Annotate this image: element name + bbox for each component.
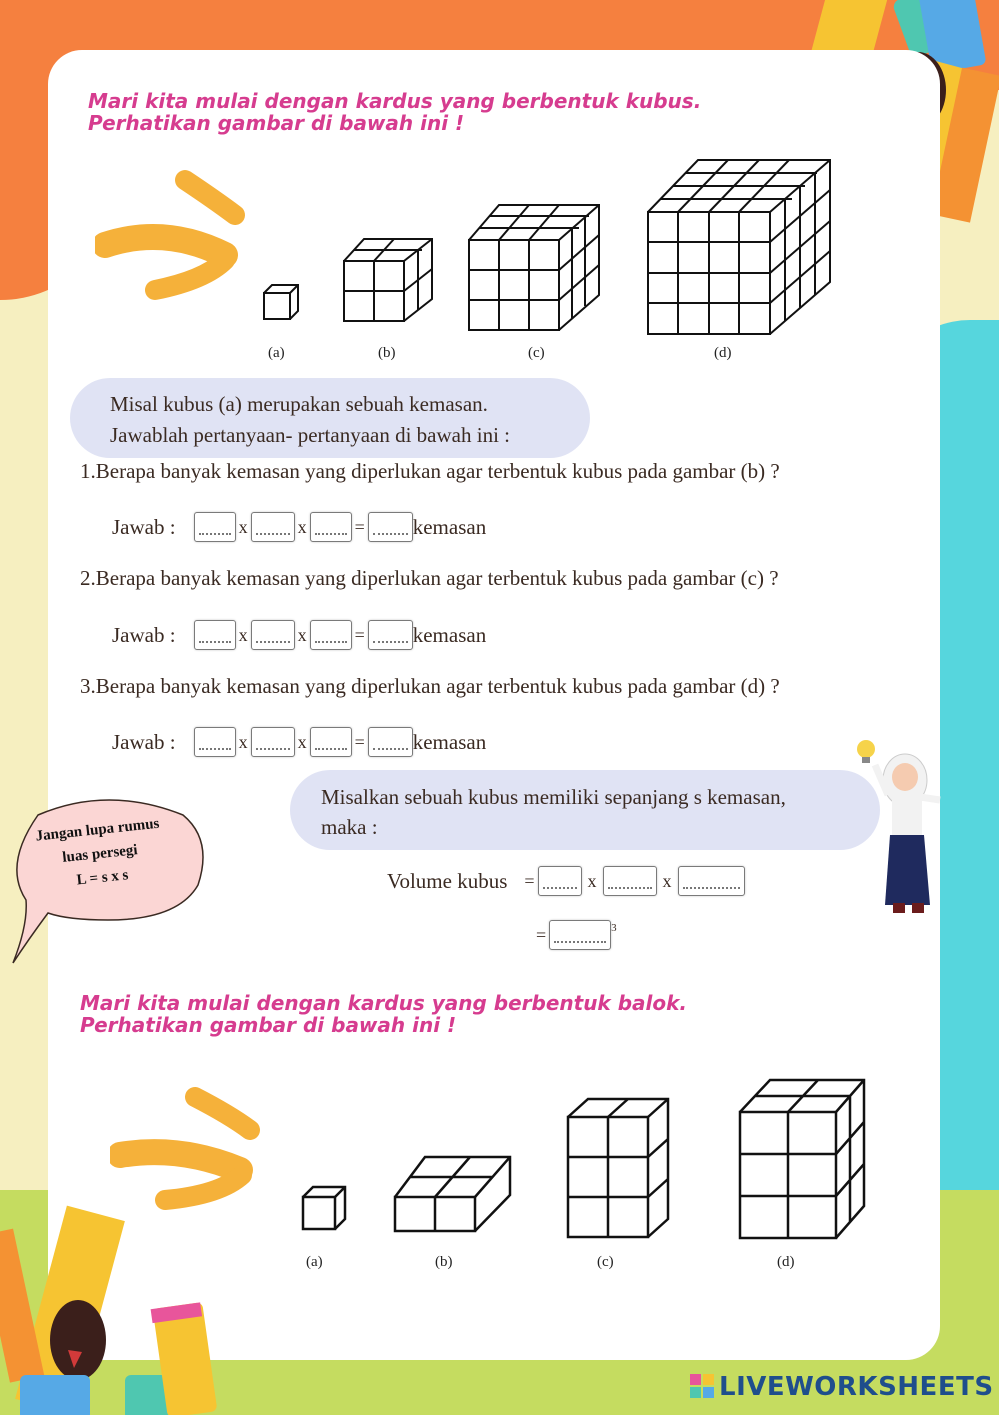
- section2-title-line1: Mari kita mulai dengan kardus yang berbentuk balok.: [80, 991, 688, 1015]
- equals-sign: =: [536, 924, 547, 945]
- answer-input[interactable]: [194, 620, 236, 650]
- question-3: 3.Berapa banyak kemasan yang diperlukan agar terbentuk kubus pada gambar (d) ?: [80, 674, 780, 698]
- volume-label: Volume kubus: [387, 868, 508, 893]
- power-superscript: 3: [611, 922, 617, 934]
- answer-input[interactable]: [251, 727, 295, 757]
- volume-intro-line1: Misalkan sebuah kubus memiliki sepanjang s kemasan,: [321, 785, 786, 809]
- answer-input[interactable]: [194, 512, 236, 542]
- section1-title-line1: Mari kita mulai dengan kardus yang berbentuk kubus.: [88, 89, 702, 113]
- volume-input[interactable]: [603, 866, 657, 896]
- section1-title: [88, 90, 701, 134]
- equals-sign: =: [354, 731, 365, 752]
- question-1: 1.Berapa banyak kemasan yang diperlukan agar terbentuk kubus pada gambar (b) ?: [80, 459, 780, 483]
- arrow-icon: [95, 165, 255, 305]
- intro-line2: Jawablah pertanyaan- pertanyaan di bawah ini :: [110, 423, 510, 447]
- answer-input[interactable]: [310, 727, 352, 757]
- equals-sign: =: [354, 624, 365, 645]
- section2-title-line2: Perhatikan gambar di bawah ini !: [80, 1013, 457, 1037]
- volume-result-row: [533, 920, 617, 950]
- figure-label-d: (d): [777, 1254, 795, 1270]
- figure-label-a: (a): [268, 345, 285, 361]
- times-sign: x: [238, 731, 248, 752]
- equals-sign: =: [354, 516, 365, 537]
- unit-label: kemasan: [412, 514, 487, 539]
- answer-input[interactable]: [368, 620, 413, 650]
- answer-label: Jawab :: [112, 729, 176, 754]
- answer-input[interactable]: [194, 727, 236, 757]
- times-sign: x: [297, 731, 307, 752]
- times-sign: x: [238, 516, 248, 537]
- answer-input[interactable]: [310, 512, 352, 542]
- volume-input[interactable]: [538, 866, 582, 896]
- bubble-line2: luas persegi: [61, 842, 139, 866]
- cube-figures: [250, 150, 850, 370]
- answer-label: Jawab :: [112, 514, 176, 539]
- answer-input[interactable]: [251, 620, 295, 650]
- answer-row-2: [112, 620, 486, 650]
- section2-title: [80, 992, 687, 1036]
- times-sign: x: [587, 870, 597, 891]
- answer-row-1: [112, 512, 486, 542]
- stationery-decoration-bottom: [0, 1190, 230, 1415]
- times-sign: x: [238, 624, 248, 645]
- times-sign: x: [297, 516, 307, 537]
- answer-input[interactable]: [251, 512, 295, 542]
- times-sign: x: [662, 870, 672, 891]
- figure-label-b: (b): [435, 1254, 453, 1270]
- figure-label-b: (b): [378, 345, 396, 361]
- equals-sign: =: [524, 870, 535, 891]
- highlight-brush: [290, 770, 880, 850]
- answer-input[interactable]: [310, 620, 352, 650]
- unit-label: kemasan: [412, 729, 487, 754]
- figure-label-d: (d): [714, 345, 732, 361]
- liveworksheets-logo: [690, 1372, 994, 1402]
- student-character-icon: [850, 735, 945, 920]
- liveworksheets-logo-icon: [690, 1374, 716, 1400]
- figure-label-c: (c): [597, 1254, 614, 1270]
- figure-label-c: (c): [528, 345, 545, 361]
- question-2: 2.Berapa banyak kemasan yang diperlukan agar terbentuk kubus pada gambar (c) ?: [80, 566, 779, 590]
- section1-title-line2: Perhatikan gambar di bawah ini !: [88, 111, 465, 135]
- answer-label: Jawab :: [112, 622, 176, 647]
- intro-line1: Misal kubus (a) merupakan sebuah kemasan.: [110, 392, 488, 416]
- bubble-line1: Jangan lupa rumus: [34, 815, 161, 845]
- volume-result-input[interactable]: [549, 920, 611, 950]
- times-sign: x: [297, 624, 307, 645]
- volume-input[interactable]: [678, 866, 745, 896]
- volume-formula-row: [387, 866, 745, 896]
- volume-intro-line2: maka :: [321, 815, 378, 839]
- answer-input[interactable]: [368, 727, 413, 757]
- balok-figures: [290, 1070, 880, 1250]
- bubble-line3: L = s x s: [75, 867, 130, 889]
- answer-input[interactable]: [368, 512, 413, 542]
- liveworksheets-logo-text: LIVEWORKSHEETS: [719, 1372, 994, 1402]
- figure-label-a: (a): [306, 1254, 323, 1270]
- answer-row-3: [112, 727, 486, 757]
- unit-label: kemasan: [412, 622, 487, 647]
